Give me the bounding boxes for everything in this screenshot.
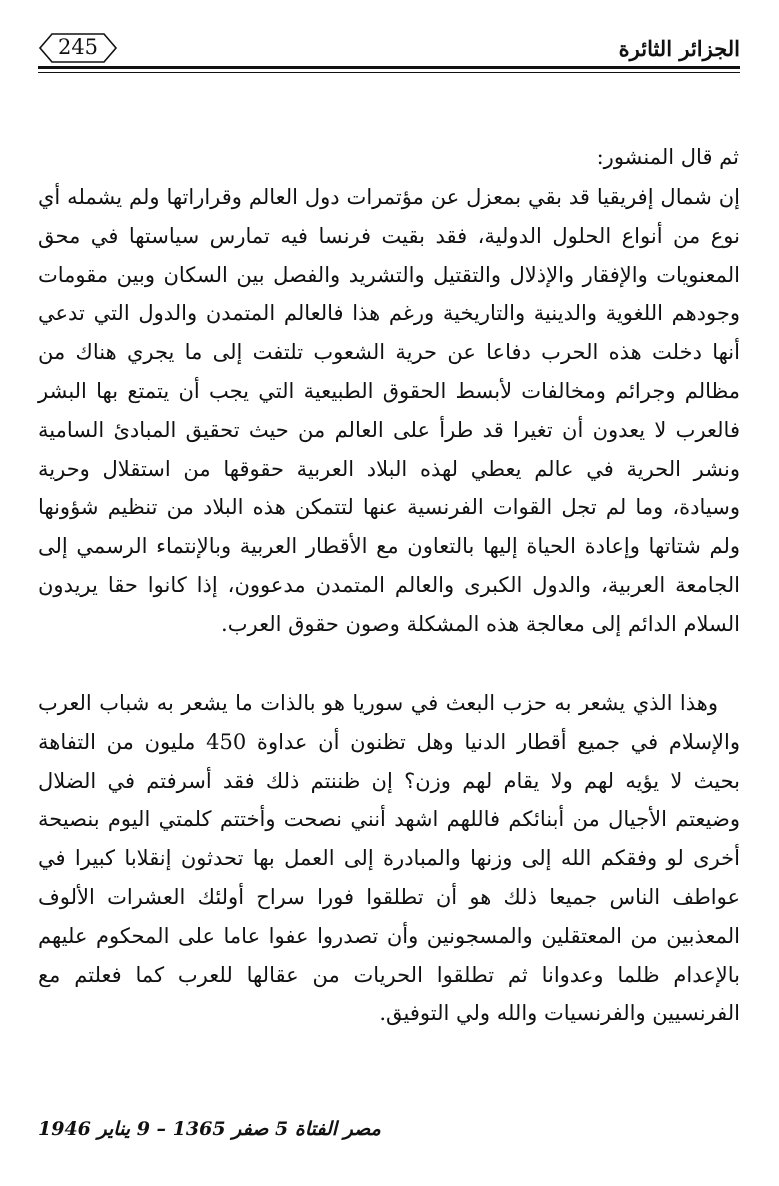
intro-line: ثم قال المنشور: <box>596 145 739 169</box>
page-header <box>38 22 740 72</box>
paragraph-2: وهذا الذي يشعر به حزب البعث في سوريا هو بالذات ما يشعر به شباب العرب والإسلام في جميع أقطار الدنيا وهل تظنون أن عداوة 450 مليون من التفاهة بحيث لا يؤيه لهم ولا يقام لهم وزن؟ إن ظننتم ذلك فقد أسرفتم في الضلال وضيعتم الأجيال من أبنائكم فاللهم اشهد أنني نصحت وأختتم كلمتي اليوم بنصيحة أخرى لو وفقكم الله إلى وزنها والمبادرة إلى العمل بها تحدثون إنقلابا كبيرا في عواطف الناس جميعا ذلك هو أن تطلقوا فورا سراح أولئك العشرات الألوف المعذبين من المعتقلين والمسجونين وأن تصدروا عفوا عاما على المحكوم عليهم بالإعدام ظلما وعدوانا ثم تطلقوا الحريات من عقالها للعرب كما فعلتم مع الفرنسيين والفرنسيات والله ولي التوفيق. <box>38 691 740 1026</box>
paragraph-1: إن شمال إفريقيا قد بقي بمعزل عن مؤتمرات دول العالم وقراراتها ولم يشمله أي نوع من أنواع الحلول الدولية، فقد بقيت فرنسا فيه تمارس سياستها في محق المعنويات والإفقار والإذلال والتقتيل والتشريد والفصل بين السكان وبين مقومات وجودهم اللغوية والدينية والتاريخية ورغم هذا فالعالم المتمدن والدول التي تدعي أنها دخلت هذه الحرب دفاعا عن حرية الشعوب تلتفت إلى ما يجري هناك من مظالم وجرائم ومخالفات لأبسط الحقوق الطبيعية التي يجب أن يتمتع بها البشر فالعرب لا يعدون أن تغيرا قد طرأ على العالم من حيث تحقيق المبادئ السامية ونشر الحرية في عالم يعطي لهذه البلاد العربية حقوقها من استقلال وحرية وسيادة، وما لم تجل القوات الفرنسية عنها لتتمكن هذه البلاد من تنظيم شؤونها ولم شتاتها وإعادة الحياة إليها بالتعاون مع الأقطار العربية وبالإنتماء الرسمي إلى الجامعة العربية، والدول الكبرى والعالم المتمدن مدعوون، إذا كانوا حقا يريدون السلام الدائم إلى معالجة هذه المشكلة وصون حقوق العرب. <box>38 185 740 636</box>
running-title: الجزائر الثائرة <box>618 36 740 61</box>
page-number-badge <box>38 32 118 64</box>
header-rule-thin <box>38 72 740 73</box>
page-number: 245 <box>57 35 99 59</box>
header-rule-thick <box>38 66 740 69</box>
source-citation: مصر الفتاة 5 صفر 1365 – 9 يناير 1946 <box>38 1118 381 1140</box>
